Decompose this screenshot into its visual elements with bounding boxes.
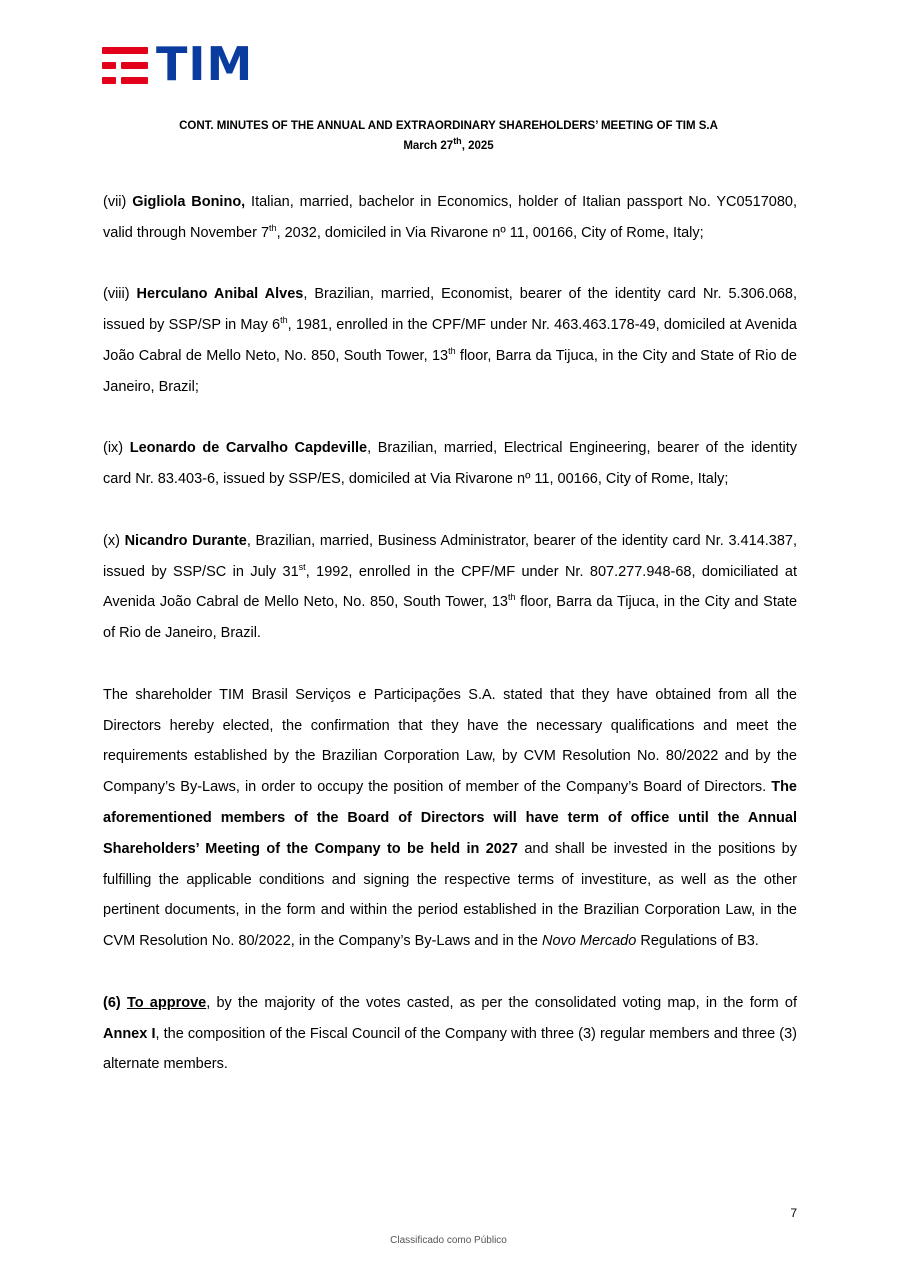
paragraph-text: floor, Barra da Tijuca, in the City and State of Rio de Janeiro, Brazil;: [103, 347, 797, 395]
paragraph-text: , Brazilian, married, Electrical Engineering, bearer of the identity card Nr. 83.403-6, issued by SSP/ES, domiciled at Via Rivarone nº 11, 00166, City of Rome, Italy;: [103, 440, 797, 488]
paragraph-text: The shareholder TIM Brasil Serviços e Participações S.A. stated that they have obtained from all the Directors hereby elected, the confirmation that they have the necessary qualifications and meet the requirements established by the Brazilian Corporation Law, by CVM Resolution No. 80/2022 and by the Company’s By-Laws, in order to occupy the position of member of the Company’s Board of Directors.: [103, 686, 797, 796]
ordinal-suffix: th: [280, 315, 288, 326]
document-header: [0, 116, 897, 156]
paragraph-text: , 2032, domiciled in Via Rivarone nº 11, 00166, City of Rome, Italy;: [276, 224, 704, 241]
ordinal-suffix: st: [298, 561, 306, 572]
paragraph-text: , the composition of the Fiscal Council of the Company with three (3) regular members and three (3) alternate members.: [103, 1025, 797, 1073]
paragraph-text: , Brazilian, married, Business Administrator, bearer of the identity card Nr. 3.414.387, issued by SSP/SC in July 31: [103, 532, 798, 580]
paragraph-text: Italian, married, bachelor in Economics, holder of Italian passport No. YC0517080, valid through November 7: [103, 194, 797, 241]
ordinal-suffix: th: [269, 222, 277, 233]
paragraph-text: , by the majority of the votes casted, as per the consolidated voting map, in the form of: [206, 994, 798, 1011]
item-number: (ix): [103, 440, 130, 457]
paragraph-text: , 1992, enrolled in the CPF/MF under Nr. 807.277.948-68, domiciliated at Avenida João Cabral de Mello Neto, No. 850, South Tower, 13: [103, 563, 797, 611]
person-name: Gigliola Bonino,: [132, 194, 246, 210]
page-number: 7: [790, 1206, 797, 1220]
logo-bar-3-right: [121, 77, 148, 84]
ordinal-suffix: th: [448, 346, 456, 357]
item-number: (x): [103, 532, 125, 549]
paragraph-item-ix: [103, 433, 797, 495]
item-number: (vii): [103, 194, 133, 210]
date-suffix: th: [453, 136, 462, 147]
document-date: [0, 136, 897, 156]
document-title: CONT. MINUTES OF THE ANNUAL AND EXTRAORDINARY SHAREHOLDERS’ MEETING OF TIM S.A: [179, 120, 718, 132]
date-year: , 2025: [461, 140, 494, 152]
item-number: (viii): [103, 286, 137, 303]
paragraph-shareholder-statement: [103, 680, 797, 957]
logo-bar-2-left: [102, 62, 116, 69]
item-number: (6): [103, 994, 127, 1011]
person-name: Nicandro Durante: [124, 532, 247, 549]
novo-mercado-term: Novo Mercado: [542, 933, 637, 950]
paragraph-item-x: [103, 526, 797, 649]
logo-bar-1: [102, 47, 148, 54]
logo-wordmark: TIM: [156, 37, 254, 91]
logo-bar-2-right: [121, 62, 148, 69]
classification-label: Classificado como Público: [390, 1235, 507, 1246]
paragraph-text: Regulations of B3.: [636, 933, 759, 950]
term-of-office-statement: The aforementioned members of the Board of Directors will have term of office until the Annual Shareholders’ Meeting of the Company to be held in 2027: [103, 779, 797, 857]
person-name: Leonardo de Carvalho Capdeville: [129, 440, 368, 457]
annex-reference: Annex I: [103, 1025, 156, 1042]
paragraph-text: floor, Barra da Tijuca, in the City and State of Rio de Janeiro, Brazil.: [103, 594, 798, 642]
ordinal-suffix: th: [507, 592, 516, 603]
paragraph-item-vii: [103, 187, 797, 249]
person-name: Herculano Anibal Alves: [136, 286, 304, 303]
document-body: [103, 187, 797, 1111]
logo-bar-3-left: [102, 77, 116, 84]
tim-logo: [102, 37, 254, 91]
paragraph-text: , 1981, enrolled in the CPF/MF under Nr. 463.463.178-49, domiciled at Avenida João Cabral de Mello Neto, No. 850, South Tower, 13: [103, 317, 797, 364]
paragraph-item-6: [103, 988, 797, 1080]
date-month: March 27: [403, 140, 454, 152]
paragraph-text: , Brazilian, married, Economist, bearer of the identity card Nr. 5.306.068, issued by SSP/SP in May 6: [103, 286, 797, 334]
paragraph-text: and shall be invested in the positions by fulfilling the applicable conditions and signing the respective terms of investiture, as well as the other pertinent documents, in the form and within the period established in the Brazilian Corporation Law, in the CVM Resolution No. 80/2022, in the Company’s By-Laws and in the: [103, 840, 797, 950]
approve-heading: To approve: [126, 994, 207, 1011]
paragraph-item-viii: [103, 279, 797, 402]
